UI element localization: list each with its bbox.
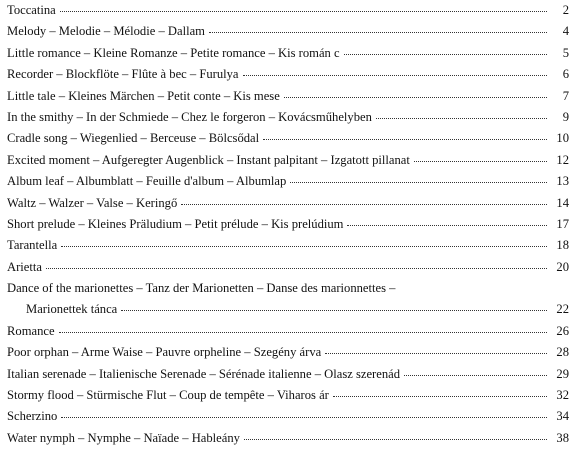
entry-title: Toccatina bbox=[7, 3, 56, 17]
toc-entry bbox=[7, 214, 569, 235]
toc-entry bbox=[7, 171, 569, 192]
dot-leader bbox=[59, 331, 547, 333]
dot-leader bbox=[121, 309, 547, 311]
entry-page-number: 2 bbox=[562, 3, 569, 17]
entry-page-number: 26 bbox=[556, 323, 569, 338]
entry-title: Stormy flood – Stürmische Flut – Coup de tempête – Viharos ár bbox=[7, 388, 329, 403]
entry-page-number: 18 bbox=[556, 238, 569, 253]
entry-page-number: 32 bbox=[556, 388, 569, 403]
entry-title: Poor orphan – Arme Waise – Pauvre orpheline – Szegény árva bbox=[7, 345, 322, 360]
toc-entry bbox=[7, 342, 569, 363]
entry-page-number: 7 bbox=[562, 88, 569, 103]
dot-leader bbox=[290, 181, 547, 183]
dot-leader bbox=[46, 267, 547, 269]
toc-entry bbox=[7, 0, 569, 21]
dot-leader bbox=[414, 160, 547, 162]
toc-entry bbox=[7, 278, 569, 321]
dot-leader bbox=[243, 74, 547, 76]
toc-entry bbox=[7, 150, 569, 171]
entry-title: Arietta bbox=[7, 259, 42, 274]
entry-page-number: 22 bbox=[556, 302, 569, 317]
entry-page-number: 17 bbox=[556, 216, 569, 231]
entry-page-number: 5 bbox=[562, 45, 569, 60]
dot-leader bbox=[61, 416, 547, 418]
entry-page-number: 13 bbox=[556, 174, 569, 189]
entry-title: Recorder – Blockflöte – Flûte à bec – Furulya bbox=[7, 67, 239, 82]
toc-entry bbox=[7, 235, 569, 256]
entry-page-number: 12 bbox=[556, 152, 569, 167]
entry-page-number: 4 bbox=[562, 24, 569, 39]
dot-leader bbox=[263, 138, 547, 140]
dot-leader bbox=[61, 245, 547, 247]
dot-leader bbox=[333, 395, 547, 397]
entry-page-number: 10 bbox=[556, 131, 569, 146]
toc-entry bbox=[7, 257, 569, 278]
entry-title: Dance of the marionettes – Tanz der Marionetten – Danse des marionnettes – bbox=[7, 281, 396, 296]
dot-leader bbox=[347, 224, 547, 226]
entry-page-number: 14 bbox=[556, 195, 569, 210]
entry-title: Romance bbox=[7, 323, 55, 338]
entry-page-number: 20 bbox=[556, 259, 569, 274]
entry-page-number: 6 bbox=[562, 67, 569, 82]
entry-title: Water nymph – Nymphe – Naïade – Hableány bbox=[7, 430, 240, 445]
dot-leader bbox=[181, 203, 547, 205]
entry-title: Album leaf – Albumblatt – Feuille d'album – Albumlap bbox=[7, 174, 287, 189]
entry-title: Waltz – Walzer – Valse – Keringő bbox=[7, 195, 178, 210]
dot-leader bbox=[209, 31, 547, 33]
toc-entry bbox=[7, 128, 569, 149]
toc-entry bbox=[7, 364, 569, 385]
entry-title: Little romance – Kleine Romanze – Petite romance – Kis román c bbox=[7, 45, 340, 60]
entry-title: Scherzino bbox=[7, 409, 58, 424]
toc-entry bbox=[7, 428, 569, 449]
entry-title: Short prelude – Kleines Präludium – Petit prélude – Kis prelúdium bbox=[7, 216, 344, 231]
entry-title: Little tale – Kleines Märchen – Petit conte – Kis mese bbox=[7, 88, 280, 103]
entry-page-number: 34 bbox=[556, 409, 569, 424]
toc-entry bbox=[7, 193, 569, 214]
toc-entry bbox=[7, 406, 569, 427]
entry-title: Tarantella bbox=[7, 238, 58, 253]
entry-page-number: 9 bbox=[562, 109, 569, 124]
toc-entry bbox=[7, 321, 569, 342]
dot-leader bbox=[344, 53, 547, 55]
entry-title: In the smithy – In der Schmiede – Chez le forgeron – Kovácsműhelyben bbox=[7, 109, 372, 124]
dot-leader bbox=[284, 96, 547, 98]
entry-page-number: 38 bbox=[556, 430, 569, 445]
dot-leader bbox=[404, 374, 547, 376]
entry-title: Melody – Melodie – Mélodie – Dallam bbox=[7, 24, 205, 39]
entry-title: Cradle song – Wiegenlied – Berceuse – Bölcsődal bbox=[7, 131, 260, 146]
dot-leader bbox=[244, 438, 547, 440]
toc-entry bbox=[7, 385, 569, 406]
entry-title: Excited moment – Aufgeregter Augenblick – Instant palpitant – Izgatott pillanat bbox=[7, 152, 410, 167]
dot-leader bbox=[60, 10, 547, 12]
entry-page-number: 29 bbox=[556, 366, 569, 381]
toc-entry bbox=[7, 86, 569, 107]
entry-title-continuation: Marionettek tánca bbox=[26, 302, 118, 317]
toc-entry bbox=[7, 64, 569, 85]
toc-entry bbox=[7, 107, 569, 128]
dot-leader bbox=[325, 352, 547, 354]
toc-entry bbox=[7, 43, 569, 64]
dot-leader bbox=[376, 117, 547, 119]
entry-title: Italian serenade – Italienische Serenade – Sérénade italienne – Olasz szerenád bbox=[7, 366, 401, 381]
entry-page-number: 28 bbox=[556, 345, 569, 360]
table-of-contents bbox=[7, 0, 569, 449]
toc-entry bbox=[7, 21, 569, 42]
